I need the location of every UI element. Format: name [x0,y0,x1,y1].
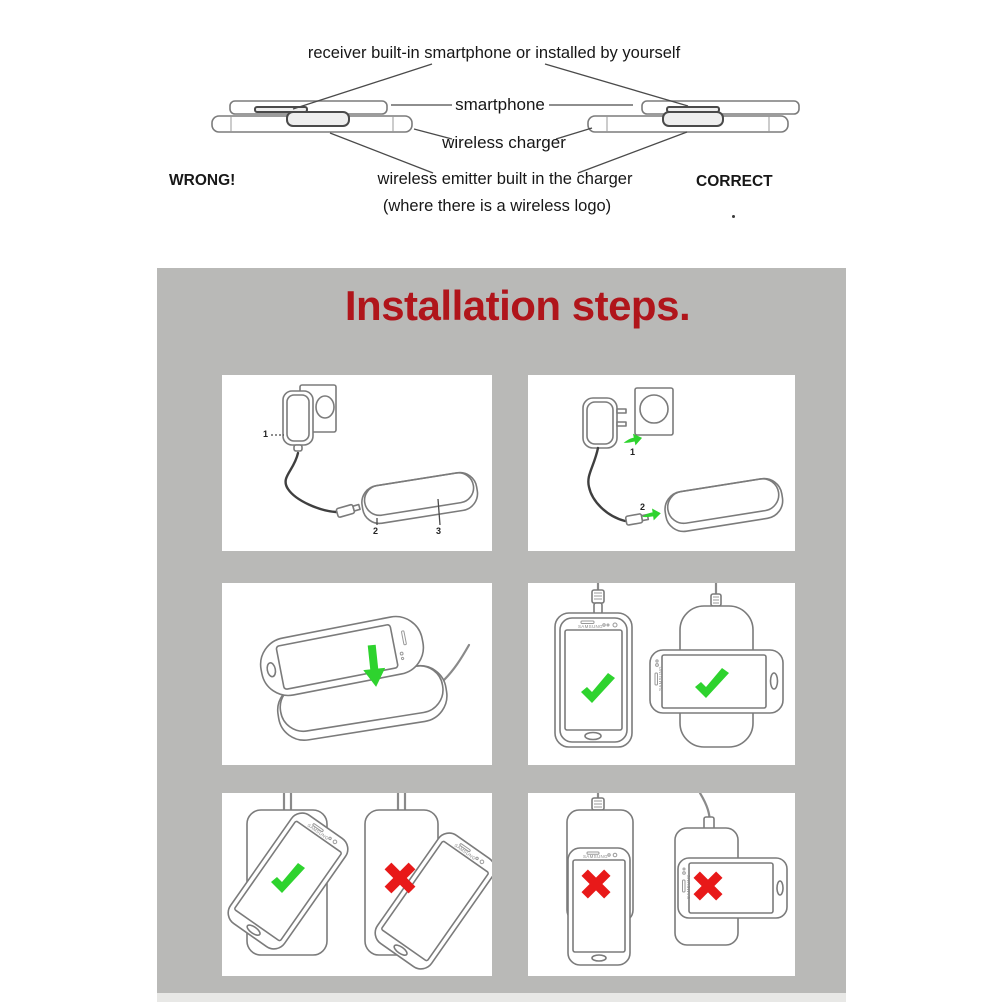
step3-card [222,583,492,765]
emitter-caption-line1: wireless emitter built in the charger [377,170,633,188]
installation-panel [157,268,846,993]
wrong-device-drawing [212,101,412,132]
step2-marker-1: 1 [630,447,636,457]
usb-connector [336,503,361,518]
step4-card [528,583,795,765]
step4-illustration [528,583,795,765]
step6-card [528,793,795,976]
usb-connector [625,513,648,526]
step1-card [222,375,492,551]
svg-text:SAMSUNG: SAMSUNG [453,842,477,862]
svg-text:SAMSUNG: SAMSUNG [658,666,663,691]
step1-illustration [222,375,492,551]
correct-label: CORRECT [696,173,773,190]
step1-marker-2: 2 [373,526,379,536]
svg-text:SAMSUNG: SAMSUNG [578,624,603,629]
step5-card [222,793,492,976]
wireless-charger-label: wireless charger [442,133,566,152]
step5-illustration [222,793,492,976]
svg-text:SAMSUNG: SAMSUNG [306,822,330,842]
svg-text:SAMSUNG: SAMSUNG [583,854,608,859]
alignment-diagram [0,0,1002,268]
emitter-caption-line2: (where there is a wireless logo) [382,197,612,215]
wrong-label: WRONG! [169,172,236,189]
panel-title: Installation steps. [344,282,691,329]
step2-card [528,375,795,551]
footer-strip [157,993,846,1002]
smartphone-label: smartphone [455,95,545,114]
step3-illustration [222,583,492,765]
svg-text:SAMSUNG: SAMSUNG [686,874,691,899]
step1-marker-1: 1 [263,429,269,439]
step1-marker-3: 3 [436,526,442,536]
stray-dot [732,215,735,218]
receiver-caption: receiver built-in smartphone or installed by yourself [307,44,681,62]
step6-illustration [528,793,795,976]
charger-pad [662,476,785,534]
charger-pad [359,470,480,526]
step2-marker-2: 2 [640,502,646,512]
step2-illustration [528,375,795,551]
